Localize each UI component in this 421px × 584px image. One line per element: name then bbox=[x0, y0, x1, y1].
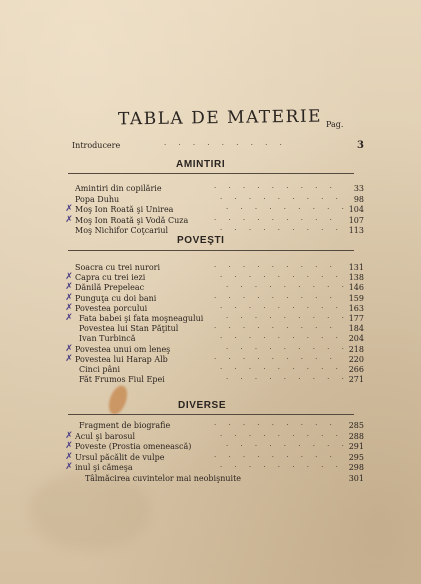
entry-title: Ivan Turbincă bbox=[79, 334, 136, 344]
toc-entry bbox=[64, 204, 364, 215]
section-heading-povesti: POVEŞTI bbox=[177, 235, 225, 246]
handwritten-check-mark-icon: ✗ bbox=[65, 430, 73, 441]
page-column-header: Pag. bbox=[326, 120, 344, 129]
leader-dots: · · · · · · · · · bbox=[226, 283, 349, 292]
toc-entry bbox=[64, 441, 364, 452]
entry-page: 3 bbox=[357, 140, 364, 151]
handwritten-check-mark-icon: ✗ bbox=[65, 353, 73, 364]
handwritten-check-mark-icon: ✗ bbox=[65, 214, 73, 225]
entry-title: Povestea porcului bbox=[75, 303, 148, 313]
handwritten-check-mark-icon: ✗ bbox=[65, 292, 73, 303]
entry-title: Punguţa cu doi bani bbox=[75, 293, 157, 303]
entry-page: 163 bbox=[348, 303, 364, 313]
section-divider bbox=[68, 173, 354, 174]
entry-title: Dănilă Prepeleac bbox=[75, 283, 145, 293]
leader-dots: · · · · · · · · · bbox=[226, 344, 349, 353]
entry-title: Fata babei şi fata moşneagului bbox=[79, 314, 204, 323]
entry-title: Acul şi barosul bbox=[75, 431, 136, 441]
toc-entry bbox=[64, 420, 364, 431]
entry-page: 98 bbox=[353, 194, 364, 204]
handwritten-check-mark-icon: ✗ bbox=[65, 462, 73, 473]
entry-page: 266 bbox=[348, 365, 364, 374]
leader-dots: · · · · · · · · · bbox=[220, 226, 343, 234]
handwritten-check-mark-icon: ✗ bbox=[65, 441, 73, 452]
section-heading-diverse: DIVERSE bbox=[178, 400, 227, 411]
entry-title: Poveste (Prostia omenească) bbox=[75, 442, 192, 452]
entry-page: 131 bbox=[348, 263, 364, 272]
handwritten-check-mark-icon: ✗ bbox=[65, 282, 73, 293]
leader-dots: · · · · · · · · · bbox=[220, 365, 343, 373]
entry-page: 218 bbox=[348, 344, 364, 354]
leader-dots: · · · · · · · · · bbox=[164, 141, 287, 149]
toc-entry bbox=[64, 183, 364, 194]
toc-entry bbox=[64, 374, 364, 385]
leader-dots: · · · · · · · · · bbox=[226, 442, 349, 451]
leader-dots: · · · · · · · · · bbox=[220, 273, 343, 282]
entry-page: 138 bbox=[348, 273, 364, 283]
entry-title: Soacra cu trei nurori bbox=[75, 263, 161, 272]
handwritten-check-mark-icon: ✗ bbox=[65, 313, 73, 323]
handwritten-check-mark-icon: ✗ bbox=[65, 272, 73, 283]
entry-title: Moş Ion Roată şi Unirea bbox=[75, 205, 174, 214]
entry-title: Capra cu trei iezi bbox=[75, 273, 146, 283]
toc-entry bbox=[64, 452, 364, 463]
toc-entry bbox=[64, 462, 364, 473]
leader-dots: · · · · · · · · · bbox=[214, 421, 337, 429]
leader-dots: · · · · · · · · · bbox=[220, 431, 343, 440]
toc-entry bbox=[64, 194, 364, 205]
entry-title: Amintiri din copilărie bbox=[75, 184, 162, 193]
entry-title: Moş Nichifor Coţcariul bbox=[75, 226, 169, 235]
handwritten-check-mark-icon: ✗ bbox=[65, 204, 73, 214]
toc-entry bbox=[64, 473, 364, 484]
page-title: TABLA DE MATERIE bbox=[117, 106, 323, 130]
leader-dots: · · · · · · · · · bbox=[220, 334, 343, 343]
toc-entry bbox=[64, 431, 364, 442]
handwritten-check-mark-icon: ✗ bbox=[65, 451, 73, 462]
entry-page: 298 bbox=[348, 463, 364, 473]
leader-dots: · · · · · · · · · bbox=[214, 293, 337, 302]
entry-title: Făt Frumos Fiul Epei bbox=[79, 375, 165, 385]
leader-dots: · · · · · · · · · bbox=[214, 324, 337, 333]
entry-page: 295 bbox=[348, 452, 364, 462]
entry-title: Ursul păcălit de vulpe bbox=[75, 452, 165, 462]
entry-page: 146 bbox=[348, 283, 364, 293]
entry-title: Povestea unui om leneş bbox=[75, 344, 171, 354]
leader-dots: · · · · · · · · · bbox=[214, 215, 337, 224]
entry-page: 184 bbox=[348, 324, 364, 334]
leader-dots: · · · · · · · · · bbox=[214, 452, 337, 461]
entry-page: 113 bbox=[348, 226, 364, 235]
entry-page: 285 bbox=[348, 421, 364, 430]
entry-title: inul şi cămeşa bbox=[75, 463, 133, 473]
handwritten-check-mark-icon: ✗ bbox=[65, 343, 73, 354]
entry-title: Introducere bbox=[72, 141, 121, 150]
section-heading-amintiri: AMINTIRI bbox=[176, 159, 226, 170]
entry-title: Tâlmăcirea cuvintelor mai neobişnuite bbox=[85, 474, 242, 483]
entry-page: 301 bbox=[348, 474, 364, 483]
leader-dots: · · · · · · · · · bbox=[226, 314, 349, 322]
leader-dots: · · · · · · · · · bbox=[226, 205, 349, 213]
entry-title: Cinci pâni bbox=[79, 365, 121, 374]
toc-entry bbox=[64, 215, 364, 226]
entry-title: Fragment de biografie bbox=[79, 421, 171, 430]
entry-page: 204 bbox=[348, 334, 364, 344]
entry-page: 288 bbox=[348, 431, 364, 441]
entry-title: Moş Ion Roată şi Vodă Cuza bbox=[75, 215, 189, 225]
entry-title: Popa Duhu bbox=[75, 194, 120, 204]
entry-page: 107 bbox=[348, 215, 364, 225]
entry-title: Povestea lui Harap Alb bbox=[75, 354, 168, 364]
entry-page: 177 bbox=[348, 314, 364, 323]
leader-dots: · · · · · · · · · bbox=[214, 184, 337, 192]
section-divider bbox=[68, 250, 354, 251]
entry-page: 220 bbox=[348, 354, 364, 364]
leader-dots: · · · · · · · · · bbox=[220, 463, 343, 472]
toc-entry-introducere bbox=[64, 140, 364, 151]
entry-page: 291 bbox=[348, 442, 364, 452]
entry-page: 159 bbox=[348, 293, 364, 303]
leader-dots: · · · · · · · · · bbox=[226, 375, 349, 384]
leader-dots: · · · · · · · · · bbox=[214, 354, 337, 363]
entry-page: 271 bbox=[348, 375, 364, 385]
entry-page: 33 bbox=[353, 184, 364, 193]
handwritten-check-mark-icon: ✗ bbox=[65, 302, 73, 313]
entry-title: Povestea lui Stan Păţitul bbox=[79, 324, 179, 334]
leader-dots: · · · · · · · · · bbox=[220, 303, 343, 312]
leader-dots: · · · · · · · · · bbox=[220, 194, 343, 203]
entry-page: 104 bbox=[348, 205, 364, 214]
leader-dots: · · · · · · · · · bbox=[214, 263, 337, 271]
paper-stain bbox=[105, 383, 130, 417]
section-divider bbox=[68, 414, 354, 415]
